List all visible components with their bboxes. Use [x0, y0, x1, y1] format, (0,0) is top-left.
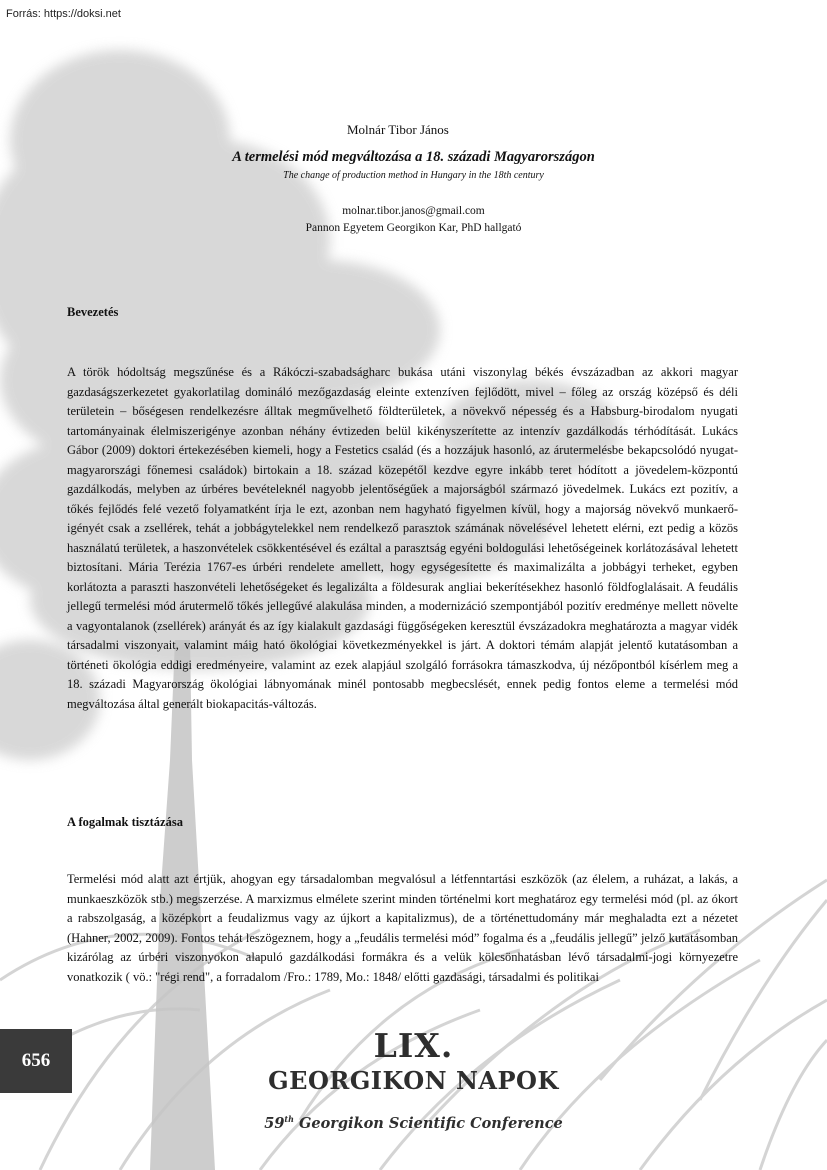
paper-title: A termelési mód megváltozása a 18. századi Magyarországon	[232, 149, 595, 165]
source-label: Forrás: https://doksi.net	[6, 8, 121, 20]
conference-ordinal: 59	[264, 1114, 285, 1132]
concepts-paragraph: Termelési mód alatt azt értjük, ahogyan egy társadalomban megvalósul a létfenntartási eszközök (az élelem, a ruházat, a lakás, a munkaeszközök stb.) megszerzése. A marxizmus elmélete szerint minden történelmi kort meghatároz egy termelési mód (pl. az ókort a rabszolgaság, a középkort a feudalizmus vagy az újkort a kapitalizmus), de a történettudomány már meghaladta ezt a nézetet (Hahner, 2002, 2009). Fontos tehát leszögeznem, hogy a „feudális termelési mód” fogalma és a „feudális jellegű” jelző kutatásomban kizárólag az úrbéri viszonyokon alapuló gazdálkodási formákra és a velük kölcsönhatásban lévő társadalmi-jogi környezetre vonatkozik ( vö.: "régi rend", a forradalom /Fro.: 1789, Mo.: 1848/ előtti gazdasági, társadalmi és politikai	[67, 872, 738, 984]
author-name: Molnár Tibor János	[347, 122, 449, 137]
paper-subtitle: The change of production method in Hungary in the 18th century	[283, 170, 544, 181]
author-email: molnar.tibor.janos@gmail.com	[342, 205, 485, 217]
conference-subtitle-line	[0, 1114, 827, 1132]
conference-subtitle: Georgikon Scientific Conference	[299, 1114, 563, 1132]
introduction-paragraph: A török hódoltság megszűnése és a Rákóczi-szabadságharc bukása utáni viszonylag békés évszázadban az akkori magyar gazdaságszerkezetet gyakorlatilag domináló mezőgazdaság eleinte extenzíven fejlődött, mivel – főleg az ország középső és déli területein – bőségesen rendelkezésre álltak megművelhető földterületek, a növekvő népesség és a Habsburg-birodalom nyugati tartományainak élelmiszerigénye azonban néhány évtizeden belül kikényszerítette az intenzív gazdálkodás térhódítását. Lukács Gábor (2009) doktori értekezésében kiemeli, hogy a Festetics család (és a hozzájuk hasonló, az árutermelésbe bekapcsolódó nyugat-magyarországi főnemesi családok) birtokain a 18. század közepétől kezdve egyre inkább teret hódított a jövedelem-központú gazdálkodás, melyben az úrbéres bevételeknél nagyobb jelentőségűek a majorságból származó jövedelmek. Lukács ezt pozitív, a tőkés fejlődés felé vezető folyamatként írja le ezt, azonban nem hagyható figyelmen kívül, hogy a majorság növekvő munkaerő-igényét csak a zsellérek, tehát a jobbágytelekkel nem rendelkező parasztok számának növelésével lehetett elérni, ezt pedig a közös használatú területek, a haszonvételek csökkentésével és ezáltal a parasztság egyéni boldogulási lehetőségeinek korlátozásával lehetett biztosítani. Mária Terézia 1767-es úrbéri rendelete amellett, hogy egységesítette és maximalizálta a jobbágyi terheket, egyben korlátozta a paraszti haszonvételi lehetőségeket és legalizálta a földesurak angliai bekerítésekhez hasonló földfoglalásait. A feudális jellegű termelési mód árutermelő tőkés jellegűvé alakulása minden, a modernizáció szempontjából pozitív eredménye mellett növelte a vagyontalanok (zsellérek) arányát és az így kialakult gazdasági függőségeken keresztül évszázadokra meghatározta a magyar vidék társadalmi viszonyait, valamint máig ható ökológiai következményekkel is járt. A doktori témám alapját jelentő kutatásomban a történeti ökológia eddigi eredményeire, valamint az ezek alapjául szolgáló forrásokra támaszkodva, új nézőpontból kísérlem meg a 18. századi Magyarország ökológiai lábnyomának minél pontosabb megbecslését, ennek pedig fontos eleme a termelési mód megváltozása által generált biokapacitás-változás.	[67, 365, 738, 711]
section-heading-introduction: Bevezetés	[67, 305, 119, 319]
conference-name: GEORGIKON NAPOK	[268, 1066, 559, 1095]
page-number: 656	[21, 1050, 51, 1071]
author-affiliation: Pannon Egyetem Georgikon Kar, PhD hallgató	[305, 222, 522, 234]
conference-number: LIX.	[373, 1026, 454, 1065]
conference-ordinal-suffix: th	[284, 1114, 294, 1124]
section-heading-concepts: A fogalmak tisztázása	[67, 815, 183, 829]
